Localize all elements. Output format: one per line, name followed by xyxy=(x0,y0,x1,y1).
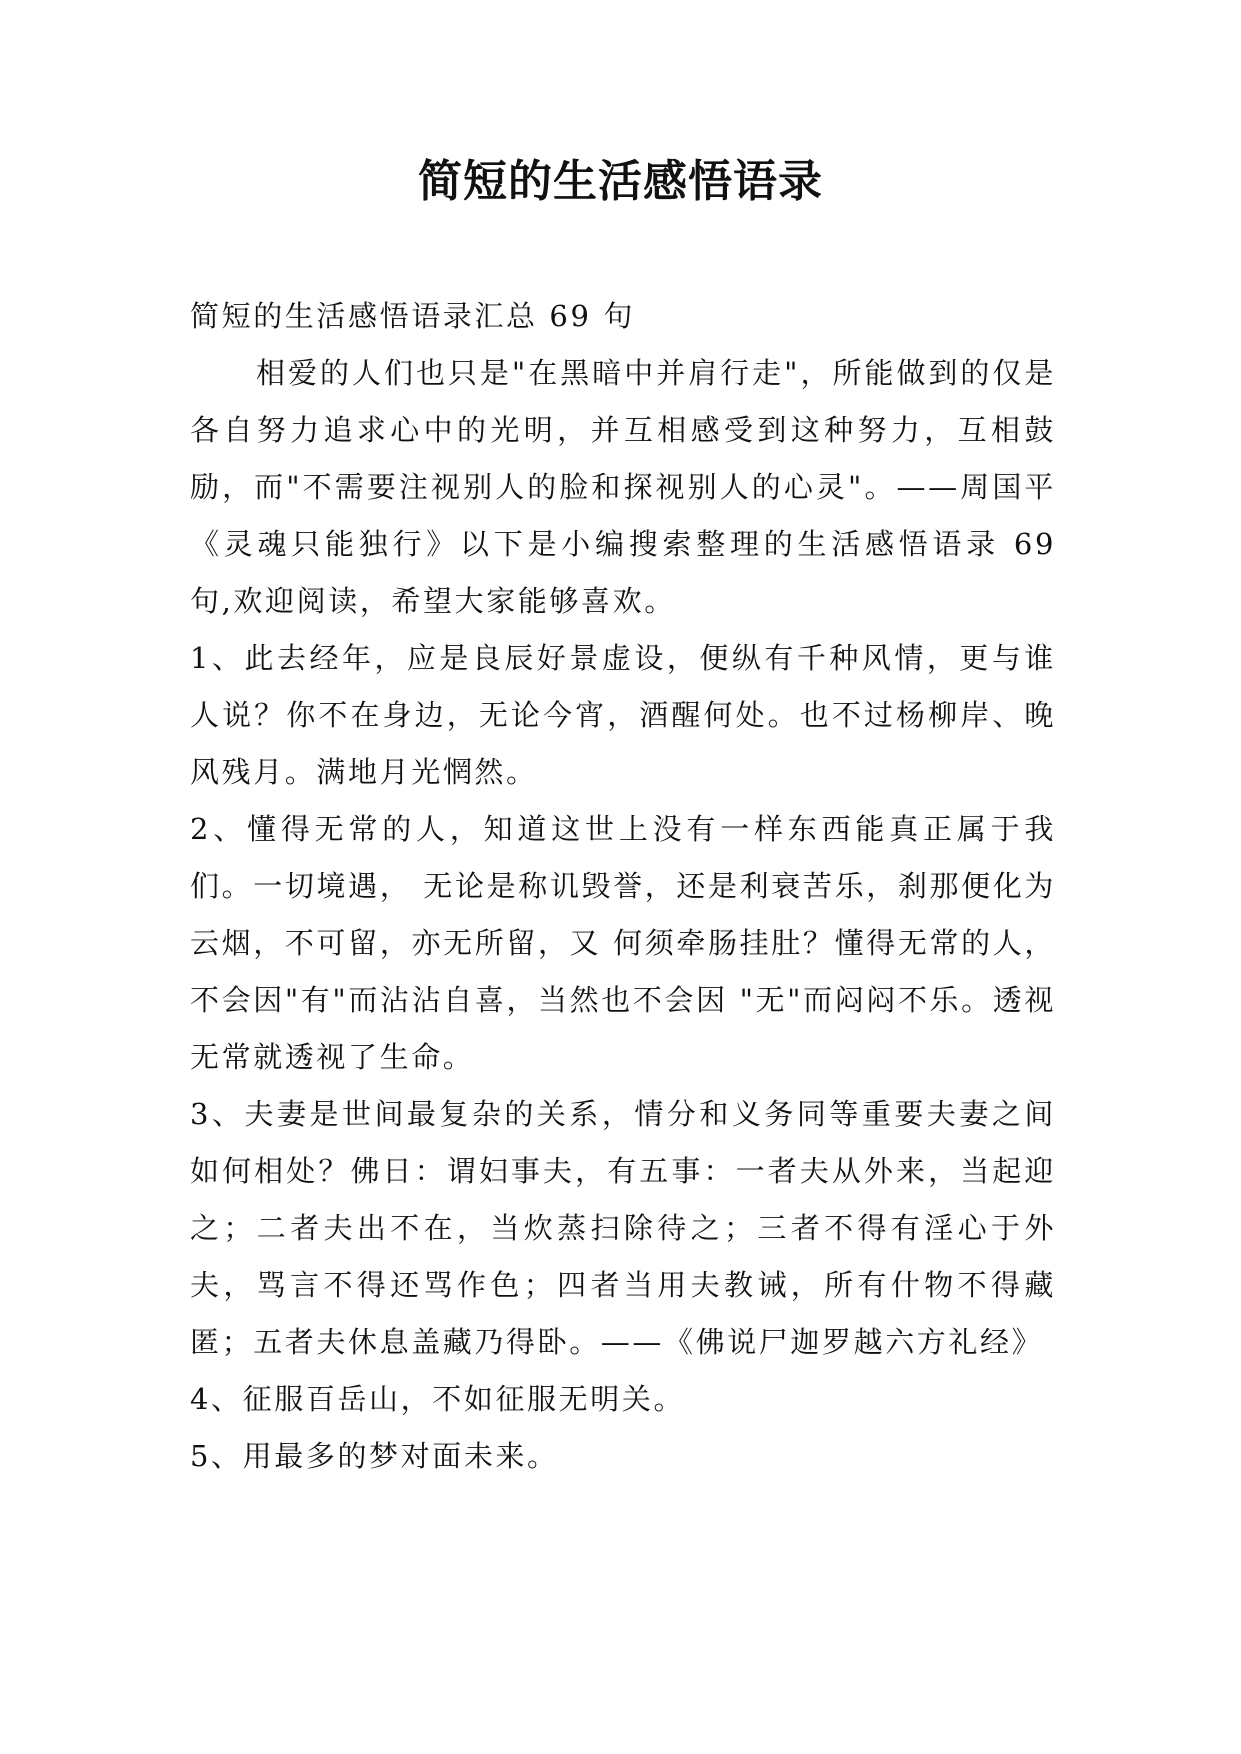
quote-item-5: 5、用最多的梦对面未来。 xyxy=(190,1439,559,1473)
document-body xyxy=(190,288,1056,1485)
quote-item-3: 3、夫妻是世间最复杂的关系，情分和义务同等重要夫妻之间如何相处？佛日：谓妇事夫，有五事：一者夫从外来，当起迎之；二者夫出不在，当炊蒸扫除待之；三者不得有淫心于外夫，骂言不得还骂作色；四者当用夫教诫，所有什物不得藏匿；五者夫休息盖藏乃得卧。——《佛说尸迦罗越六方礼经》 xyxy=(190,1097,1056,1359)
quote-item-2: 2、懂得无常的人，知道这世上没有一样东西能真正属于我们。一切境遇， 无论是称讥毁誉，还是利衰苦乐，刹那便化为云烟，不可留，亦无所留，又 何须牵肠挂肚？懂得无常的人，不会因"有"而沾沾自喜，当然也不会因 "无"而闷闷不乐。透视无常就透视了生命。 xyxy=(190,812,1056,1074)
quote-item-4: 4、征服百岳山，不如征服无明关。 xyxy=(190,1382,686,1416)
quote-item-1: 1、此去经年，应是良辰好景虚设，便纵有千种风情，更与谁人说？你不在身边，无论今宵，酒醒何处。也不过杨柳岸、晚风残月。满地月光惘然。 xyxy=(190,641,1056,789)
document-title: 简短的生活感悟语录 xyxy=(418,156,823,207)
summary-line: 简短的生活感悟语录汇总 69 句 xyxy=(190,299,635,333)
intro-paragraph: 相爱的人们也只是"在黑暗中并肩行走"，所能做到的仅是各自努力追求心中的光明，并互相感受到这种努力，互相鼓励，而"不需要注视别人的脸和探视别人的心灵"。——周国平《灵魂只能独行》以下是小编搜索整理的生活感悟语录 69 句,欢迎阅读，希望大家能够喜欢。 xyxy=(190,356,1056,618)
